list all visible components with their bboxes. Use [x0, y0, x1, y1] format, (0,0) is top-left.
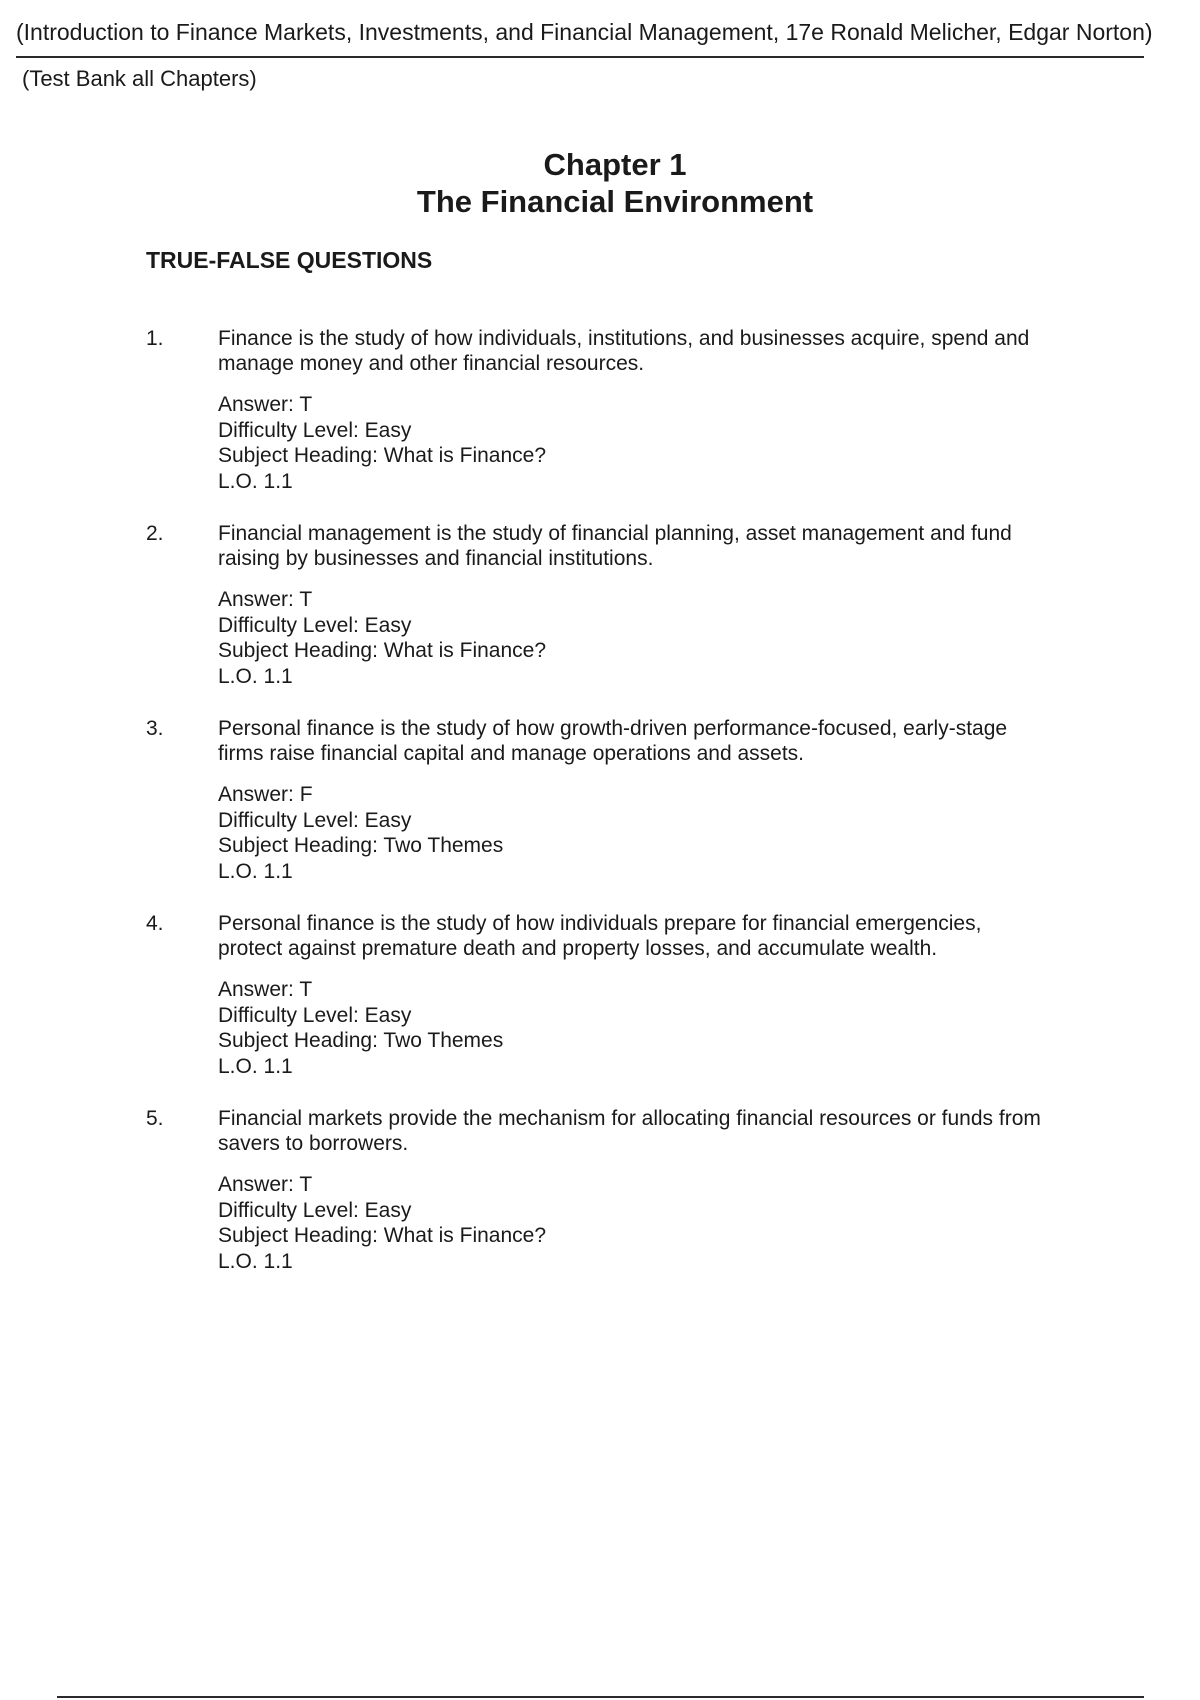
chapter-title: The Financial Environment: [416, 184, 814, 219]
answer-label: Answer: T: [218, 978, 313, 1001]
subject-heading-label: Subject Heading: What is Finance?: [218, 1224, 547, 1247]
subject-heading-label: Subject Heading: Two Themes: [218, 834, 504, 857]
question-number: 5.: [146, 1107, 164, 1130]
question-text-line: protect against premature death and property losses, and accumulate wealth.: [218, 937, 938, 960]
document-header-title: (Introduction to Finance Markets, Investments, and Financial Management, 17e Ronald Melicher, Edgar Norton): [16, 19, 1153, 45]
subject-heading-label: Subject Heading: What is Finance?: [218, 639, 547, 662]
question-metadata: [218, 782, 1143, 884]
learning-objective-label: L.O. 1.1: [218, 469, 293, 493]
answer-label: Answer: F: [218, 783, 313, 806]
answer-label: Answer: T: [218, 1173, 313, 1196]
footer-divider: [57, 1696, 1144, 1698]
question-text-line: raising by businesses and financial institutions.: [218, 547, 654, 570]
document-header-subtitle: (Test Bank all Chapters): [22, 66, 257, 91]
question-text: [218, 1106, 1143, 1156]
question-number: 1.: [146, 327, 164, 350]
question-text: [218, 911, 1143, 961]
difficulty-label: Difficulty Level: Easy: [218, 1198, 412, 1222]
question-body: [218, 521, 1143, 689]
question-number: 3.: [146, 717, 164, 740]
difficulty-label: Difficulty Level: Easy: [218, 418, 412, 442]
question-number: 4.: [146, 912, 164, 935]
question-body: [218, 911, 1143, 1079]
subject-heading-label: Subject Heading: What is Finance?: [218, 444, 547, 467]
learning-objective-label: L.O. 1.1: [218, 1054, 293, 1078]
question-text-line: savers to borrowers.: [218, 1132, 409, 1155]
answer-label: Answer: T: [218, 588, 313, 611]
question-text-line: firms raise financial capital and manage operations and assets.: [218, 742, 804, 765]
difficulty-label: Difficulty Level: Easy: [218, 613, 412, 637]
learning-objective-label: L.O. 1.1: [218, 664, 293, 688]
question-body: [218, 326, 1143, 494]
difficulty-label: Difficulty Level: Easy: [218, 1003, 412, 1027]
question-metadata: [218, 1172, 1143, 1274]
question-number: 2.: [146, 522, 164, 545]
question-text-line: Finance is the study of how individuals, institutions, and businesses acquire, spend and: [218, 327, 1030, 350]
question-text-line: Financial management is the study of financial planning, asset management and fund: [218, 522, 1012, 545]
question-body: [218, 716, 1143, 884]
question-text: [218, 326, 1143, 376]
difficulty-label: Difficulty Level: Easy: [218, 808, 412, 832]
subject-heading-label: Subject Heading: Two Themes: [218, 1029, 504, 1052]
question-metadata: [218, 392, 1143, 494]
question-text: [218, 716, 1143, 766]
question-text: [218, 521, 1143, 571]
section-heading: TRUE-FALSE QUESTIONS: [146, 247, 433, 273]
learning-objective-label: L.O. 1.1: [218, 859, 293, 883]
question-metadata: [218, 587, 1143, 689]
question-text-line: Personal finance is the study of how individuals prepare for financial emergencies,: [218, 912, 982, 935]
question-text-line: manage money and other financial resources.: [218, 352, 645, 375]
question-metadata: [218, 977, 1143, 1079]
chapter-number: Chapter 1: [543, 147, 687, 182]
question-text-line: Personal finance is the study of how growth-driven performance-focused, early-stage: [218, 717, 1008, 740]
learning-objective-label: L.O. 1.1: [218, 1249, 293, 1273]
question-text-line: Financial markets provide the mechanism for allocating financial resources or funds from: [218, 1107, 1041, 1130]
question-body: [218, 1106, 1143, 1274]
answer-label: Answer: T: [218, 393, 313, 416]
